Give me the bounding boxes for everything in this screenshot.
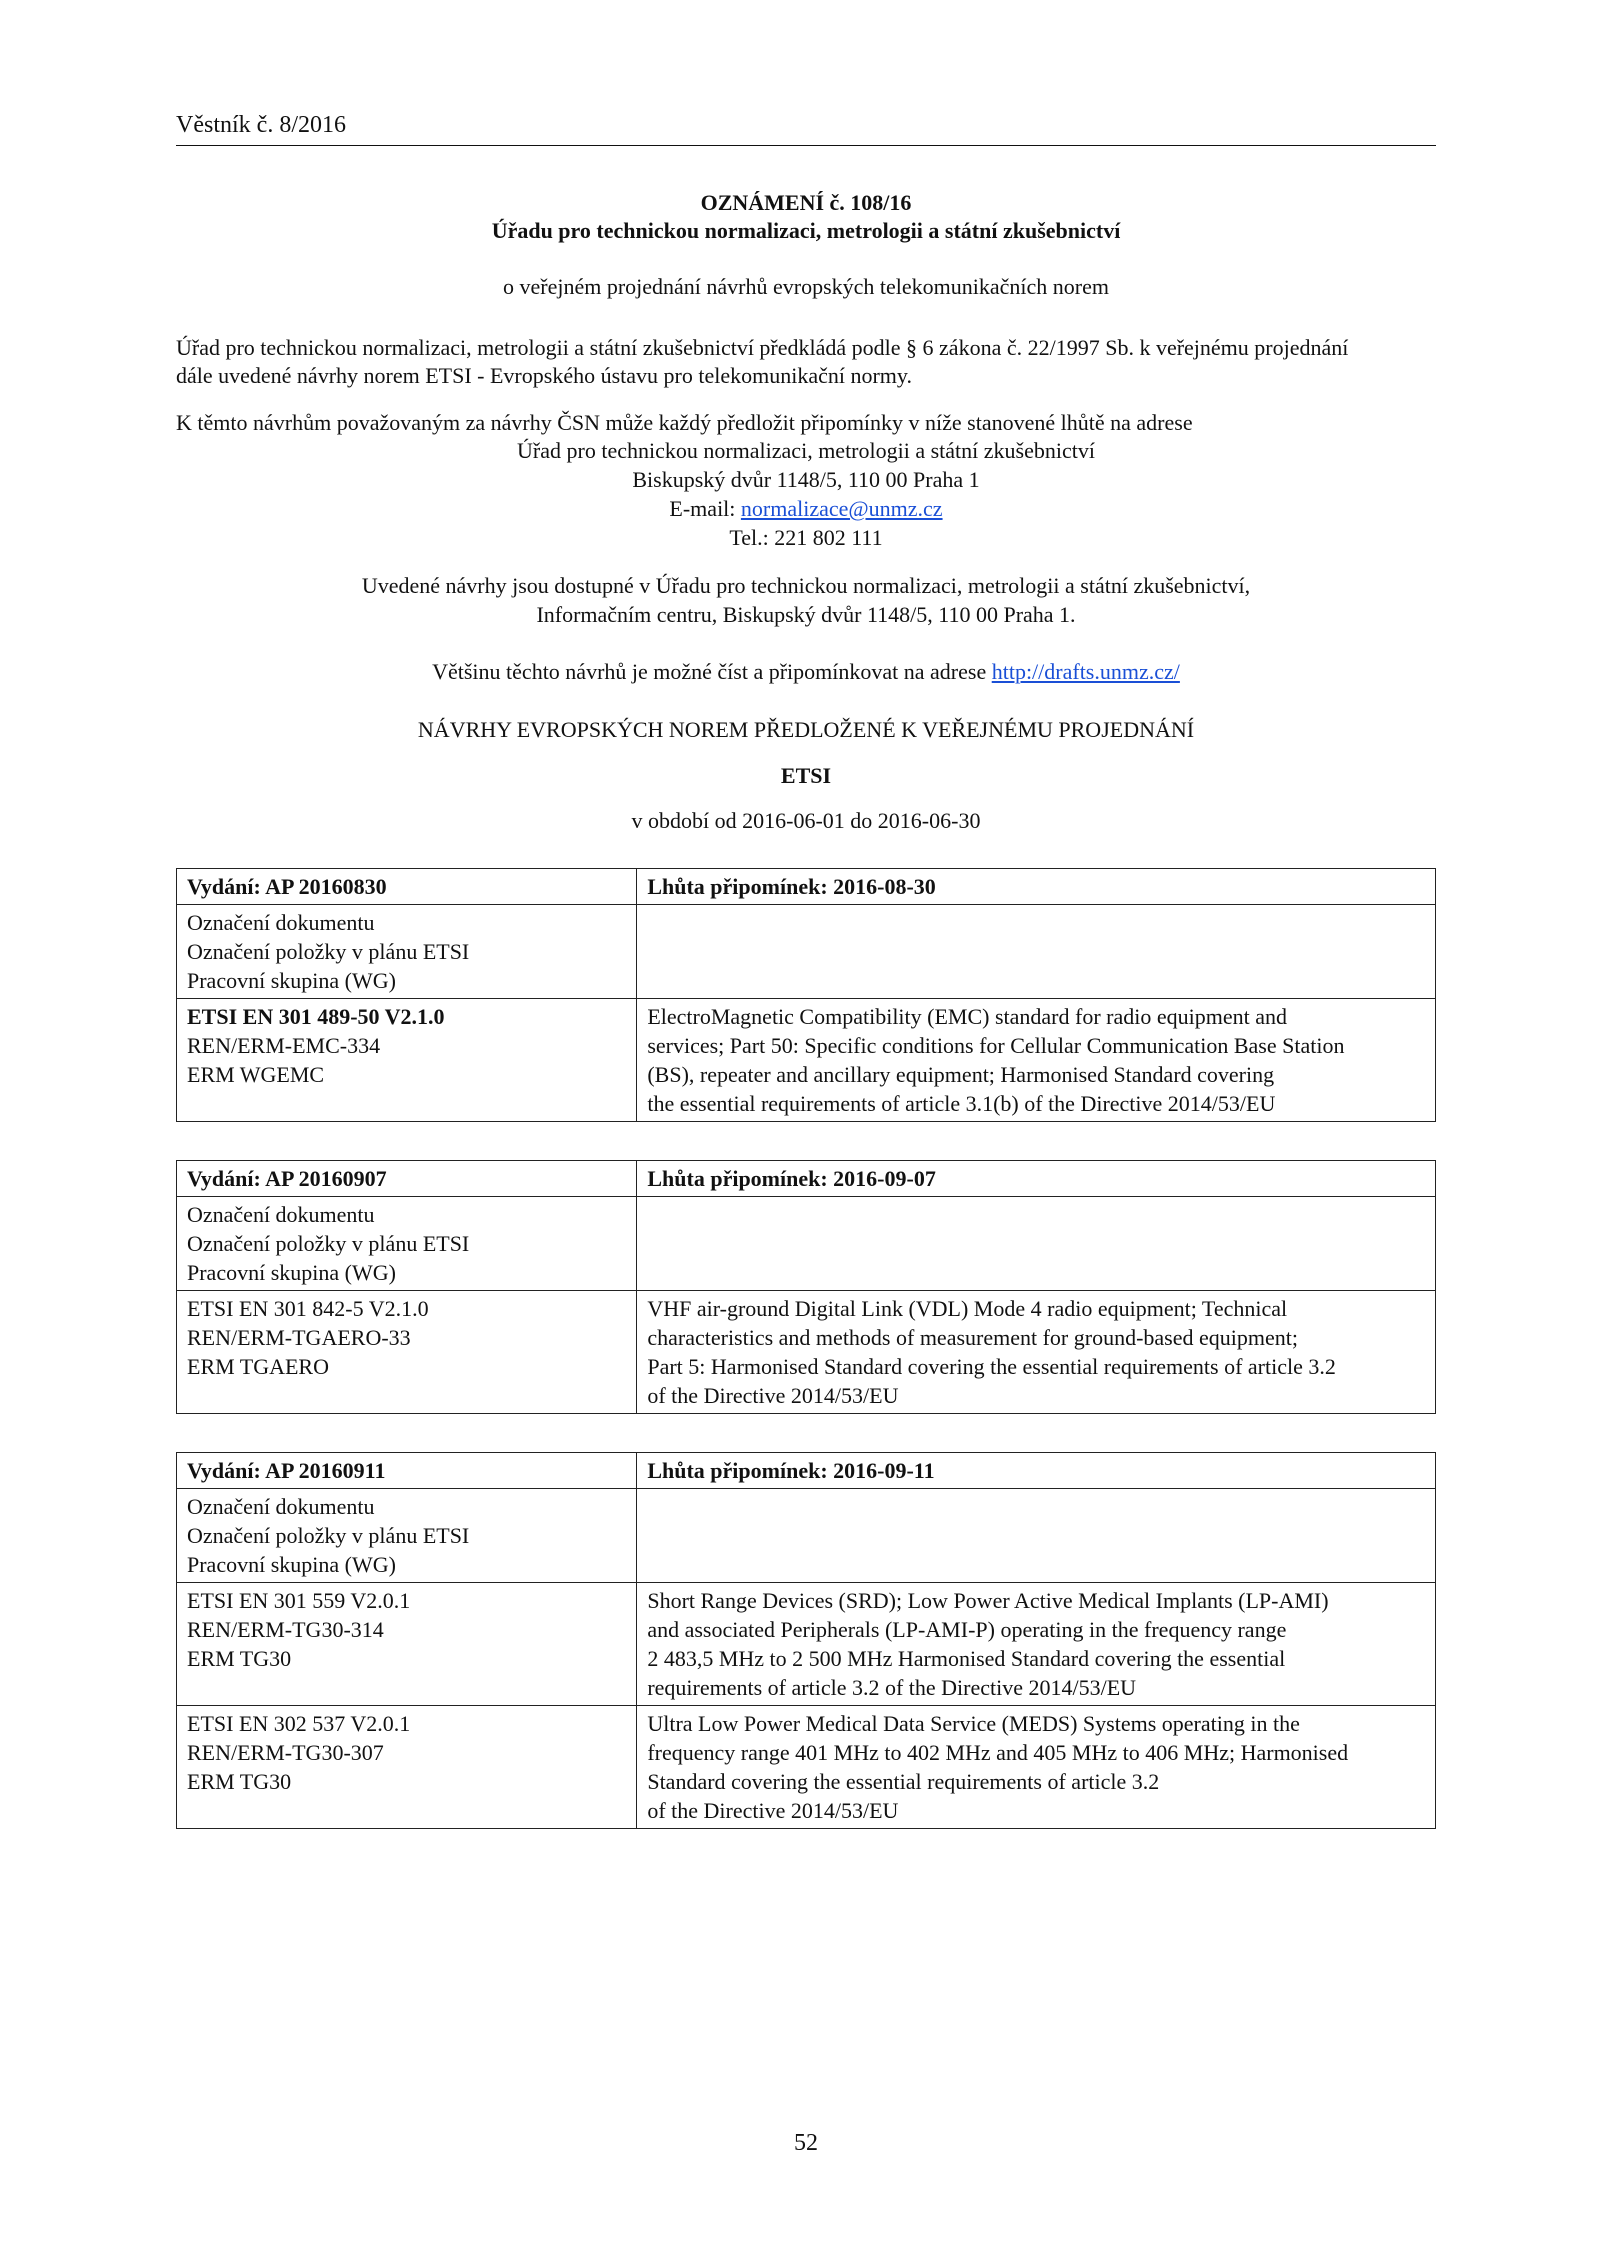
description-line: and associated Peripherals (LP-AMI-P) operating in the frequency range xyxy=(647,1617,1287,1642)
legend-plan-item: Označení položky v plánu ETSI xyxy=(187,1523,470,1548)
availability-line: Uvedené návrhy jsou dostupné v Úřadu pro technickou normalizaci, metrologii a státní zkušebnictví, xyxy=(361,573,1251,598)
description-line: Part 5: Harmonised Standard covering the essential requirements of article 3.2 xyxy=(647,1354,1336,1379)
table-header-row xyxy=(177,1161,1436,1197)
org-heading: ETSI xyxy=(780,763,832,788)
table-row xyxy=(177,1291,1436,1414)
deadline-cell: Lhůta připomínek: 2016-08-30 xyxy=(637,869,1436,905)
deadline-cell: Lhůta připomínek: 2016-09-07 xyxy=(637,1161,1436,1197)
standard-id-cell xyxy=(177,999,637,1122)
description-line: 2 483,5 MHz to 2 500 MHz Harmonised Standard covering the essential xyxy=(647,1646,1286,1671)
description-line: Ultra Low Power Medical Data Service (MEDS) Systems operating in the xyxy=(647,1711,1300,1736)
page-number: 52 xyxy=(794,2130,818,2156)
header-rule xyxy=(176,145,1436,146)
plan-item: REN/ERM-TGAERO-33 xyxy=(187,1325,411,1350)
standard-id-cell xyxy=(177,1583,637,1706)
description-line: services; Part 50: Specific conditions for Cellular Communication Base Station xyxy=(647,1033,1345,1058)
legend-empty-cell xyxy=(637,905,1436,999)
section-title: NÁVRHY EVROPSKÝCH NOREM PŘEDLOŽENÉ K VEŘEJNÉMU PROJEDNÁNÍ xyxy=(417,717,1195,742)
email-label: E-mail: xyxy=(669,496,741,521)
working-group: ERM TG30 xyxy=(187,1769,292,1794)
description-line: the essential requirements of article 3.1(b) of the Directive 2014/53/EU xyxy=(647,1091,1276,1116)
legend-row xyxy=(177,1489,1436,1583)
legend-row xyxy=(177,905,1436,999)
standard-id-cell xyxy=(177,1291,637,1414)
working-group: ERM WGEMC xyxy=(187,1062,325,1087)
document-designation: ETSI EN 302 537 V2.0.1 xyxy=(187,1711,411,1736)
document-designation: ETSI EN 301 489-50 V2.1.0 xyxy=(187,1004,445,1029)
description-line: characteristics and methods of measurement for ground-based equipment; xyxy=(647,1325,1298,1350)
standard-id-cell xyxy=(177,1706,637,1829)
legend-empty-cell xyxy=(637,1197,1436,1291)
plan-item: REN/ERM-TG30-314 xyxy=(187,1617,384,1642)
issue-cell: Vydání: AP 20160830 xyxy=(177,869,637,905)
standards-table xyxy=(176,1452,1436,1829)
standard-description-cell xyxy=(637,1583,1436,1706)
table-header-row xyxy=(177,1453,1436,1489)
working-group: ERM TGAERO xyxy=(187,1354,329,1379)
contact-lead xyxy=(176,409,1436,437)
legend-document: Označení dokumentu xyxy=(187,1494,375,1519)
legend-document: Označení dokumentu xyxy=(187,1202,375,1227)
table-header-row xyxy=(177,869,1436,905)
description-line: requirements of article 3.2 of the Directive 2014/53/EU xyxy=(647,1675,1137,1700)
issue-cell: Vydání: AP 20160911 xyxy=(177,1453,637,1489)
issue-cell: Vydání: AP 20160907 xyxy=(177,1161,637,1197)
description-line: ElectroMagnetic Compatibility (EMC) standard for radio equipment and xyxy=(647,1004,1287,1029)
online-line xyxy=(176,657,1436,686)
legend-cell xyxy=(177,905,637,999)
contact-phone: Tel.: 221 802 111 xyxy=(729,525,883,550)
online-text: Většinu těchto návrhů je možné číst a připomínkovat na adrese xyxy=(432,659,992,684)
legend-cell xyxy=(177,1489,637,1583)
legend-row xyxy=(177,1197,1436,1291)
journal-header: Věstník č. 8/2016 xyxy=(176,112,346,138)
email-link[interactable]: normalizace@unmz.cz xyxy=(740,496,943,521)
legend-working-group: Pracovní skupina (WG) xyxy=(187,968,396,993)
legend-plan-item: Označení položky v plánu ETSI xyxy=(187,1231,470,1256)
table-row xyxy=(177,1706,1436,1829)
notice-subject: o veřejném projednání návrhů evropských telekomunikačních norem xyxy=(502,274,1110,299)
table-row xyxy=(177,1583,1436,1706)
description-line: of the Directive 2014/53/EU xyxy=(647,1798,899,1823)
standards-table xyxy=(176,868,1436,1122)
description-line: VHF air-ground Digital Link (VDL) Mode 4 radio equipment; Technical xyxy=(647,1296,1288,1321)
table-row xyxy=(177,999,1436,1122)
intro-line: dále uvedené návrhy norem ETSI - Evropského ústavu pro telekomunikační normy. xyxy=(176,363,912,388)
legend-plan-item: Označení položky v plánu ETSI xyxy=(187,939,470,964)
plan-item: REN/ERM-TG30-307 xyxy=(187,1740,384,1765)
contact-email-line xyxy=(176,494,1436,523)
availability-line: Informačním centru, Biskupský dvůr 1148/5, 110 00 Praha 1. xyxy=(536,602,1076,627)
working-group: ERM TG30 xyxy=(187,1646,292,1671)
standards-table xyxy=(176,1160,1436,1414)
legend-working-group: Pracovní skupina (WG) xyxy=(187,1552,396,1577)
document-designation: ETSI EN 301 842-5 V2.1.0 xyxy=(187,1296,429,1321)
description-line: frequency range 401 MHz to 402 MHz and 405 MHz to 406 MHz; Harmonised xyxy=(647,1740,1349,1765)
period-line: v období od 2016-06-01 do 2016-06-30 xyxy=(631,808,981,833)
standard-description-cell xyxy=(637,1706,1436,1829)
legend-empty-cell xyxy=(637,1489,1436,1583)
notice-number: OZNÁMENÍ č. 108/16 xyxy=(700,190,912,215)
legend-document: Označení dokumentu xyxy=(187,910,375,935)
contact-lead-text: K těmto návrhům považovaným za návrhy ČSN může každý předložit připomínky v níže stanovené lhůtě na adrese xyxy=(176,410,1193,435)
legend-working-group: Pracovní skupina (WG) xyxy=(187,1260,396,1285)
contact-address: Biskupský dvůr 1148/5, 110 00 Praha 1 xyxy=(632,467,980,492)
intro-line: Úřad pro technickou normalizaci, metrologii a státní zkušebnictví předkládá podle § 6 zákona č. 22/1997 Sb. k veřejnému projednání xyxy=(176,335,1349,360)
standard-description-cell xyxy=(637,1291,1436,1414)
contact-office: Úřad pro technickou normalizaci, metrologii a státní zkušebnictví xyxy=(517,438,1095,463)
description-line: Short Range Devices (SRD); Low Power Active Medical Implants (LP-AMI) xyxy=(647,1588,1329,1613)
intro-paragraph xyxy=(176,334,1436,390)
document-designation: ETSI EN 301 559 V2.0.1 xyxy=(187,1588,411,1613)
description-line: (BS), repeater and ancillary equipment; Harmonised Standard covering xyxy=(647,1062,1275,1087)
description-line: Standard covering the essential requirements of article 3.2 xyxy=(647,1769,1160,1794)
notice-issuer: Úřadu pro technickou normalizaci, metrologii a státní zkušebnictví xyxy=(491,218,1121,243)
standard-description-cell xyxy=(637,999,1436,1122)
drafts-link[interactable]: http://drafts.unmz.cz/ xyxy=(991,659,1180,684)
deadline-cell: Lhůta připomínek: 2016-09-11 xyxy=(637,1453,1436,1489)
description-line: of the Directive 2014/53/EU xyxy=(647,1383,899,1408)
legend-cell xyxy=(177,1197,637,1291)
plan-item: REN/ERM-EMC-334 xyxy=(187,1033,381,1058)
